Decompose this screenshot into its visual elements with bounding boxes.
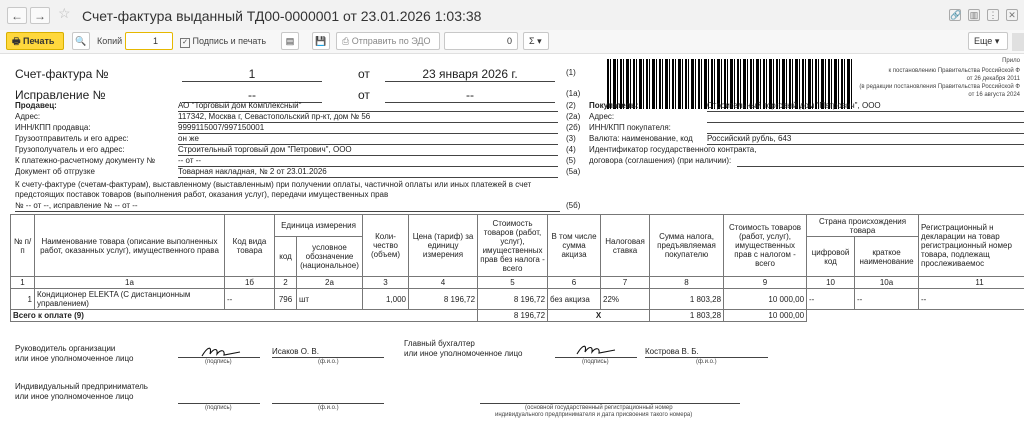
buyer-address-value (707, 112, 1024, 123)
checkbox-icon: ✓ (180, 38, 190, 48)
save-icon[interactable]: 💾 (312, 32, 330, 50)
contract-id-value (737, 156, 1024, 167)
col-header-decl: Регистрационный н декларации на товар регистрационный номер товара, подлежащ прослеживаемос (919, 215, 1024, 277)
payment-doc-label: К платежно-расчетному документу № (15, 156, 156, 165)
corr-date: -- (385, 88, 555, 103)
col-num: 1б (225, 277, 275, 289)
appendix-2: к постановлению Правительства Российской Ф (888, 68, 1020, 74)
goods-table (10, 214, 1024, 322)
total-cost-wo: 8 196,72 (478, 310, 548, 322)
row-cost-wo: 8 196,72 (478, 289, 548, 310)
payment-doc-code: (5) (566, 156, 576, 165)
ip-label-1: Индивидуальный предприниматель (15, 382, 148, 391)
col-num: 10 (807, 277, 855, 289)
printer-icon: 🖶 (12, 36, 21, 46)
buyer-address-label: Адрес: (589, 112, 615, 121)
col-header-qty: Коли-чество (объем) (363, 215, 409, 277)
ip-name-line (272, 402, 384, 404)
shipper-code: (3) (566, 134, 576, 143)
sum-label: Σ (529, 36, 535, 46)
corr-code: (1а) (566, 89, 581, 98)
row-cost-w: 10 000,00 (724, 289, 807, 310)
favorite-star-icon[interactable]: ☆ (58, 5, 71, 21)
col-num: 4 (409, 277, 478, 289)
payment-doc-value: -- от -- (178, 156, 558, 167)
sf-ot: от (358, 67, 370, 81)
row-country-code: -- (807, 289, 855, 310)
more-button[interactable] (968, 32, 1008, 50)
col-header-country: Страна происхождения товара (807, 215, 919, 237)
menu-icon[interactable]: ⋮ (988, 10, 998, 20)
shipper-value: он же (178, 134, 558, 145)
row-rate: 22% (601, 289, 650, 310)
col-header-num: № п/п (11, 215, 35, 277)
accountant-name: Кострова В. Б. (645, 347, 768, 358)
contract-id-label-2: договора (соглашения) (при наличии): (589, 156, 732, 165)
corr-label: Исправление № (15, 88, 106, 102)
sf-number: 1 (182, 67, 322, 82)
chevron-down-icon: ▾ (994, 36, 1000, 46)
head-label-2: или иное уполномоченное лицо (15, 354, 134, 363)
row-decl: -- (919, 289, 1024, 310)
col-num: 1 (11, 277, 35, 289)
row-unit-code: 796 (275, 289, 297, 310)
sf-label: Счет-фактура № (15, 67, 109, 81)
seller-address-value: 117342, Москва г, Севастопольский пр-кт, дом № 56 (178, 112, 558, 123)
shipment-doc-label: Документ об отгрузке (15, 167, 95, 176)
copies-label: Копий (97, 36, 123, 46)
print-button[interactable] (6, 32, 64, 50)
seller-value: АО "Торговый дом Комплексный" (178, 101, 558, 112)
back-icon[interactable]: ← (7, 7, 27, 24)
col-num: 9 (724, 277, 807, 289)
invoice-document (0, 54, 1024, 429)
contract-id-label-1: Идентификатор государственного контракта, (589, 145, 757, 154)
col-header-name: Наименование товара (описание выполненных работ, оказанных услуг), имущественного права (35, 215, 225, 277)
col-header-excise: В том числе сумма акциза (548, 215, 601, 277)
columns-icon[interactable]: ▥ (969, 10, 979, 20)
send-edo-button[interactable] (336, 32, 440, 50)
total-cost-w: 10 000,00 (724, 310, 807, 322)
print-label: Печать (23, 36, 55, 46)
col-num: 7 (601, 277, 650, 289)
col-header-unit-name: условное обозначение (национальное) (297, 237, 363, 277)
consignee-label: Грузополучатель и его адрес: (15, 145, 125, 154)
stamp-icon[interactable]: ▤ (281, 32, 299, 50)
shipper-label: Грузоотправитель и его адрес: (15, 134, 129, 143)
currency-value: Российский рубль, 643 (707, 134, 1024, 145)
total-excise: X (548, 310, 650, 322)
consignee-code: (4) (566, 145, 576, 154)
head-fio-caption: (ф.и.о.) (318, 359, 339, 365)
advance-value: № -- от --, исправление № -- от -- (15, 201, 560, 212)
seller-code: (2) (566, 101, 576, 110)
col-header-kind: Код вида товара (225, 215, 275, 277)
appendix-1: Прило (1002, 58, 1020, 64)
appendix-5: от 16 августа 2024 (968, 92, 1020, 98)
currency-label: Валюта: наименование, код (589, 134, 693, 143)
col-header-country-code: цифровой код (807, 237, 855, 277)
row-price: 8 196,72 (409, 289, 478, 310)
col-header-price: Цена (тариф) за единицу измерения (409, 215, 478, 277)
col-num: 6 (548, 277, 601, 289)
head-name: Исаков О. В. (272, 347, 384, 358)
row-name: Кондиционер ELEKTA (С дистанционным управлением) (35, 289, 225, 310)
col-num: 11 (919, 277, 1024, 289)
appendix-4: (в редакции постановления Правительства Российской Ф (859, 84, 1020, 90)
appendix-3: от 26 декабря 2011 (966, 76, 1020, 82)
sign-label: Подпись и печать (192, 36, 267, 46)
total-row (11, 310, 1024, 322)
head-sign-caption: (подпись) (205, 359, 232, 365)
advance-text-1: К счету-фактуре (счетам-фактурам), выставленному (выставленным) при получении оплаты, частичной оплаты или иных платежей в счет (15, 180, 532, 189)
sf-date: 23 января 2026 г. (385, 67, 555, 82)
accountant-fio-caption: (ф.и.о.) (696, 359, 717, 365)
head-label-1: Руководитель организации (15, 344, 116, 353)
total-empty (807, 310, 1024, 322)
col-num: 1а (35, 277, 225, 289)
shipment-doc-value: Товарная накладная, № 2 от 23.01.2026 (178, 167, 558, 178)
ip-label-2: или иное уполномоченное лицо (15, 392, 134, 401)
col-num: 8 (650, 277, 724, 289)
window-titlebar (0, 0, 1024, 31)
col-header-cost-wo: Стоимость товаров (работ, услуг), имущественных прав без налога - всего (478, 215, 548, 277)
ip-fio-caption: (ф.и.о.) (318, 405, 339, 411)
col-num: 2 (275, 277, 297, 289)
col-header-tax: Сумма налога, предъявляемая покупателю (650, 215, 724, 277)
window-title: Счет-фактура выданный ТД00-0000001 от 23.01.2026 1:03:38 (82, 8, 482, 24)
accountant-label-1: Главный бухгалтер (404, 339, 475, 348)
col-num: 5 (478, 277, 548, 289)
more-label: Еще (974, 36, 993, 46)
col-header-rate: Налоговая ставка (601, 215, 650, 277)
ip-sign-caption: (подпись) (205, 405, 232, 411)
accountant-signature-image (575, 342, 619, 356)
row-num: 1 (11, 289, 35, 310)
reg-number-line (480, 402, 740, 404)
shipment-doc-code: (5а) (566, 167, 581, 176)
col-header-cost-w: Стоимость товаров (работ, услуг), имущественных прав с налогом - всего (724, 215, 807, 277)
buyer-inn-value (707, 123, 1024, 134)
buyer-inn-label: ИНН/КПП покупателя: (589, 123, 671, 132)
seller-label: Продавец: (15, 101, 57, 110)
toolbar (0, 30, 1024, 54)
buyer-value: Строительный торговый дом "Петрович", ООО (707, 101, 1024, 112)
accountant-label-2: или иное уполномоченное лицо (404, 349, 523, 358)
row-qty: 1,000 (363, 289, 409, 310)
edo-label: Отправить по ЭДО (351, 36, 431, 46)
forward-icon[interactable]: → (30, 7, 50, 24)
link-icon[interactable]: 🔗 (950, 10, 962, 20)
col-header-unit: Единица измерения (275, 215, 363, 237)
head-sign-line (178, 356, 260, 358)
edo-icon: ⎙ (342, 36, 350, 46)
table-row (11, 289, 1024, 310)
total-label: Всего к оплате (9) (11, 310, 478, 322)
seller-inn-code: (2б) (566, 123, 581, 132)
sign-checkbox[interactable] (180, 36, 266, 48)
advance-text-2: предстоящих поставок товаров (выполнения работ, оказания услуг), передачи имущественных прав (15, 190, 389, 199)
buyer-label: Покупатель: (589, 101, 639, 110)
col-num: 2а (297, 277, 363, 289)
corr-number: -- (182, 88, 322, 103)
advance-code: (5б) (566, 201, 581, 210)
window-controls (949, 9, 1018, 21)
col-header-country-name: краткое наименование (855, 237, 919, 277)
row-country-name: -- (855, 289, 919, 310)
row-kind: -- (225, 289, 275, 310)
row-tax: 1 803,28 (650, 289, 724, 310)
col-num: 3 (363, 277, 409, 289)
consignee-value: Строительный торговый дом "Петрович", ООО (178, 145, 558, 156)
reg-caption-2: индивидуального предпринимателя и дата присвоения такого номера) (495, 412, 693, 418)
sum-button[interactable] (523, 32, 549, 50)
corr-ot: от (358, 88, 370, 102)
seller-inn-label: ИНН/КПП продавца: (15, 123, 91, 132)
sf-code: (1) (566, 68, 576, 77)
col-header-unit-code: код (275, 237, 297, 277)
chevron-down-icon: ▾ (537, 36, 542, 46)
preview-icon[interactable]: 🔍 (72, 32, 90, 50)
ip-sign-line (178, 402, 260, 404)
col-num: 10а (855, 277, 919, 289)
seller-address-label: Адрес: (15, 112, 41, 121)
close-icon[interactable]: ✕ (1006, 9, 1018, 21)
reg-caption-1: (основной государственный регистрационный номер (525, 405, 673, 411)
total-tax: 1 803,28 (650, 310, 724, 322)
accountant-sign-line (555, 356, 637, 358)
row-unit-name: шт (297, 289, 363, 310)
seller-address-code: (2а) (566, 112, 581, 121)
accountant-sign-caption: (подпись) (582, 359, 609, 365)
copies-input[interactable]: 1 (125, 32, 173, 50)
scroll-handle[interactable] (1012, 33, 1024, 51)
counter-field[interactable]: 0 (444, 32, 518, 50)
row-excise: без акциза (548, 289, 601, 310)
seller-inn-value: 9999115007/997150001 (178, 123, 558, 134)
